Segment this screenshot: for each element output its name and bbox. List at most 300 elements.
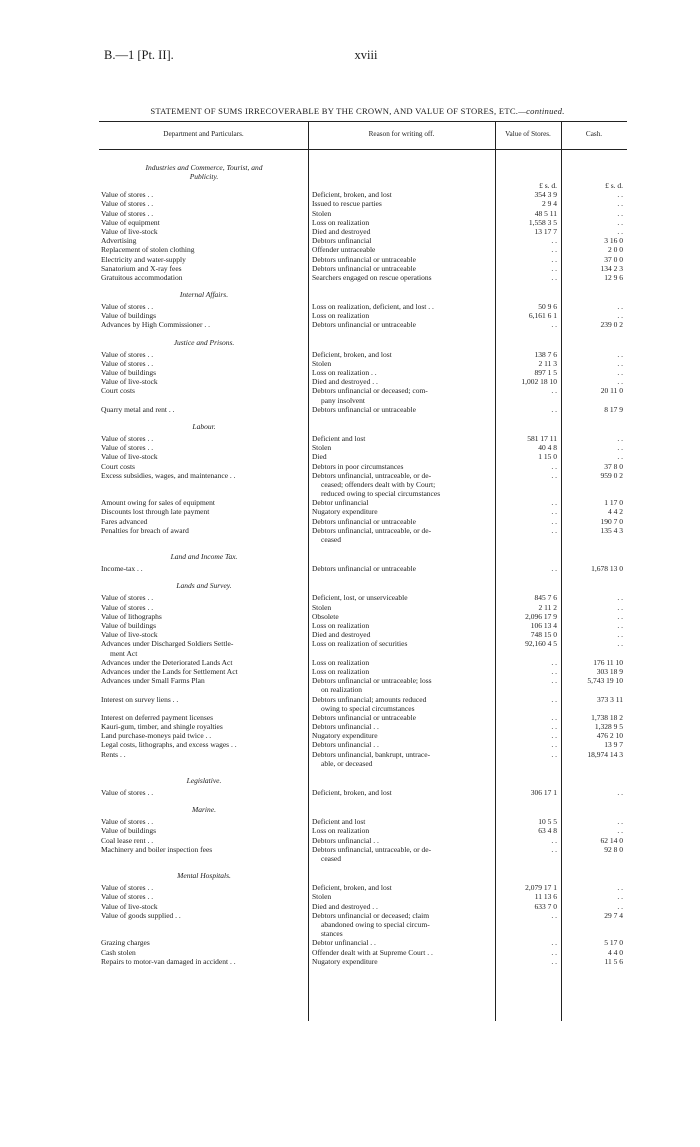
row-stores-value: 48 5 11 (534, 208, 557, 218)
reason-line: Debtors unfinancial or untraceable (312, 320, 416, 330)
table-row (99, 845, 627, 863)
row-particulars (101, 750, 297, 759)
row-particulars (101, 902, 297, 911)
row-particulars (101, 731, 297, 740)
row-cash-value: . . (617, 639, 623, 649)
row-stores-value: . . (551, 749, 557, 759)
particulars-line: Penalties for breach of award (101, 525, 189, 535)
row-particulars (101, 245, 297, 254)
particulars-line: Value of live-stock (101, 452, 158, 462)
row-cash-value: 373 3 11 (597, 694, 623, 704)
particulars-line: Value of buildings (101, 311, 156, 321)
table-row (99, 603, 627, 612)
row-cash-value: 303 18 9 (596, 666, 623, 676)
row-cash-value: . . (617, 602, 623, 612)
particulars-line: Court costs (101, 386, 135, 396)
particulars-line: Interest on deferred payment licenses (101, 712, 214, 722)
column-header-particulars: Department and Particulars. (163, 130, 244, 138)
row-cash-value: 20 11 0 (600, 386, 623, 396)
row-reason (312, 236, 492, 245)
row-particulars (101, 564, 297, 573)
table-row (99, 218, 627, 227)
row-reason (312, 462, 492, 471)
reason-line: Loss on realization of securities (312, 639, 408, 649)
row-particulars (101, 817, 297, 826)
reason-line: Debtors unfinancial, untraceable, or de- (312, 525, 432, 535)
particulars-line: Advances under Discharged Soldiers Settle- (101, 639, 234, 649)
particulars-line: Value of live-stock (101, 377, 158, 387)
row-particulars (101, 667, 297, 676)
row-stores-value: . . (551, 694, 557, 704)
table-row (99, 227, 627, 236)
reason-line: Searchers engaged on rescue operations (312, 272, 432, 282)
row-stores-value: . . (551, 956, 557, 966)
statement-title: STATEMENT OF SUMS IRRECOVERABLE BY THE CROWN, AND VALUE OF STORES, ETC. (150, 106, 519, 116)
particulars-line: Value of stores . . (101, 443, 154, 453)
table-row (99, 359, 627, 368)
row-reason (312, 750, 492, 768)
row-reason (312, 405, 492, 414)
row-particulars (101, 507, 297, 516)
reason-line: Stolen (312, 602, 332, 612)
row-particulars (101, 405, 297, 414)
particulars-line: Quarry metal and rent . . (101, 404, 175, 414)
reason-line: Obsolete (312, 611, 339, 621)
row-reason (312, 377, 492, 386)
particulars-line: Value of stores . . (101, 208, 154, 218)
particulars-line: Value of equipment (101, 217, 160, 227)
table-row (99, 564, 627, 573)
reason-line: Debtors unfinancial or untraceable (312, 712, 416, 722)
row-cash-value: . . (617, 621, 623, 630)
row-cash-value: 62 14 0 (600, 835, 623, 845)
row-reason (312, 190, 492, 199)
row-particulars (101, 434, 297, 443)
row-stores-value: 306 17 1 (530, 788, 557, 798)
reason-line: Debtors unfinancial or untraceable (312, 564, 416, 574)
reason-line: Deficient, broken, and lost (312, 788, 392, 798)
table-row (99, 405, 627, 414)
row-stores-value: 845 7 6 (534, 593, 557, 603)
table-row (99, 883, 627, 892)
particulars-line: Interest on survey liens . . (101, 694, 179, 704)
row-stores-value: 2,096 17 9 (525, 611, 557, 621)
row-stores-value: . . (551, 236, 557, 246)
row-cash-value: . . (617, 883, 623, 893)
row-stores-value: 2 9 4 (542, 199, 557, 209)
reason-line: Loss on realization (312, 666, 370, 676)
row-cash-value: 18,974 14 3 (587, 749, 623, 759)
table-row (99, 368, 627, 377)
row-stores-value: 11 13 6 (534, 892, 557, 902)
reason-line: Debtors unfinancial or deceased; claim (312, 910, 430, 920)
row-cash-value: 37 8 0 (604, 461, 623, 471)
row-stores-value: . . (551, 254, 557, 264)
table-row (99, 434, 627, 443)
particulars-line: Value of stores . . (101, 358, 154, 368)
table-row (99, 190, 627, 199)
row-stores-value: 6,161 6 1 (528, 311, 557, 321)
row-stores-value: 2,079 17 1 (525, 883, 557, 893)
row-particulars (101, 498, 297, 507)
row-stores-value: . . (551, 263, 557, 273)
reason-line: owing to special circumstances (321, 703, 415, 713)
reason-line: Deficient, broken, and lost (312, 190, 392, 200)
row-stores-value: . . (551, 657, 557, 667)
reason-line: on realization (321, 685, 363, 695)
row-reason (312, 845, 492, 863)
column-header-cash: Cash. (585, 130, 603, 138)
row-cash-value: . . (617, 199, 623, 209)
reason-line: Debtors unfinancial or untraceable (312, 263, 416, 273)
row-reason (312, 443, 492, 452)
row-particulars (101, 209, 297, 218)
row-reason (312, 902, 492, 911)
particulars-line: Machinery and boiler inspection fees (101, 844, 213, 854)
table-row (99, 236, 627, 245)
section-title-line: Internal Affairs. (179, 290, 229, 300)
row-reason (312, 658, 492, 667)
reason-line: Deficient and lost (312, 433, 366, 443)
row-particulars (101, 713, 297, 722)
reason-line: Stolen (312, 208, 332, 218)
row-particulars (101, 695, 297, 704)
cash-currency-label: £ s. d. (605, 181, 623, 190)
particulars-line: Income-tax . . (101, 564, 143, 574)
row-stores-value: . . (551, 666, 557, 676)
row-stores-value: . . (551, 910, 557, 920)
row-particulars (101, 377, 297, 386)
table-row (99, 209, 627, 218)
table-row (99, 788, 627, 797)
row-reason (312, 517, 492, 526)
particulars-line: Value of stores . . (101, 883, 154, 893)
particulars-line: Value of stores . . (101, 602, 154, 612)
reason-line: Loss on realization (312, 621, 370, 630)
row-reason (312, 740, 492, 749)
row-cash-value: . . (617, 593, 623, 603)
row-stores-value: 581 17 11 (527, 433, 557, 443)
section-title-line: Industries and Commerce, Tourist, and (145, 163, 263, 172)
section-title (99, 573, 309, 590)
row-particulars (101, 320, 297, 329)
table-row (99, 621, 627, 630)
reason-line: Loss on realization . . (312, 368, 377, 377)
particulars-line: Gratuitous accommodation (101, 272, 183, 282)
column-header-reason: Reason for writing off. (368, 130, 435, 138)
row-cash-value: 3 16 0 (604, 236, 623, 246)
row-particulars (101, 612, 297, 621)
particulars-line: Value of buildings (101, 621, 156, 630)
particulars-line: Land purchase-moneys paid twice . . (101, 731, 212, 741)
reason-line: Debtors unfinancial or untraceable (312, 516, 416, 526)
row-cash-value: . . (617, 358, 623, 368)
reason-line: Debtors unfinancial . . (312, 835, 379, 845)
row-cash-value: 1,328 9 5 (594, 722, 623, 732)
table-row (99, 658, 627, 667)
table-row (99, 273, 627, 282)
row-reason (312, 264, 492, 273)
row-reason (312, 612, 492, 621)
particulars-line: Discounts lost through late payment (101, 507, 210, 517)
row-reason (312, 630, 492, 639)
row-particulars (101, 826, 297, 835)
row-stores-value: 13 17 7 (534, 226, 557, 236)
table-row (99, 750, 627, 768)
row-reason (312, 498, 492, 507)
row-stores-value: . . (551, 320, 557, 330)
table-row (99, 517, 627, 526)
table-row (99, 386, 627, 404)
particulars-line: Replacement of stolen clothing (101, 245, 195, 255)
reason-line: Stolen (312, 358, 332, 368)
row-cash-value: . . (617, 630, 623, 640)
row-reason (312, 386, 492, 404)
particulars-line: Coal lease rent . . (101, 835, 154, 845)
row-reason (312, 245, 492, 254)
row-reason (312, 452, 492, 461)
row-stores-value: . . (551, 938, 557, 948)
particulars-line: Amount owing for sales of equipment (101, 498, 215, 508)
row-cash-value: 4 4 2 (608, 507, 623, 517)
row-cash-value: 4 4 0 (608, 947, 623, 957)
table-row (99, 817, 627, 826)
row-particulars (101, 957, 297, 966)
reason-line: Died and destroyed . . (312, 901, 378, 911)
row-cash-value: 176 11 10 (593, 657, 623, 667)
particulars-line: Value of lithographs (101, 611, 162, 621)
reason-line: Died (312, 452, 327, 462)
row-particulars (101, 517, 297, 526)
section-title-line: Justice and Prisons. (173, 337, 235, 347)
particulars-line: Advances under the Deteriorated Lands Act (101, 657, 233, 667)
row-cash-value: . . (617, 901, 623, 911)
row-cash-value: . . (617, 817, 623, 827)
row-particulars (101, 471, 297, 480)
row-particulars (101, 845, 297, 854)
row-reason (312, 826, 492, 835)
table-row (99, 507, 627, 516)
row-cash-value: . . (617, 349, 623, 359)
section-title (99, 282, 309, 299)
row-stores-value: 63 4 8 (538, 826, 557, 836)
reason-line: Loss on realization (312, 657, 370, 667)
column-header-stores: Value of Stores. (505, 130, 551, 138)
particulars-line: Advances under Small Farms Plan (101, 676, 205, 686)
row-reason (312, 603, 492, 612)
row-particulars (101, 199, 297, 208)
particulars-line: Advances under the Lands for Settlement Act (101, 666, 238, 676)
row-reason (312, 507, 492, 516)
row-particulars (101, 218, 297, 227)
header-rule (99, 149, 627, 150)
particulars-line: Value of live-stock (101, 901, 158, 911)
row-cash-value: 5,743 19 10 (587, 676, 623, 686)
row-stores-value: 92,160 4 5 (525, 639, 557, 649)
row-cash-value: . . (617, 311, 623, 321)
reason-line: Loss on realization (312, 217, 370, 227)
table-row (99, 498, 627, 507)
row-stores-value: . . (551, 740, 557, 750)
row-stores-value: . . (551, 712, 557, 722)
reason-line: Debtors unfinancial, untraceable, or de- (312, 844, 432, 854)
row-stores-value: . . (551, 404, 557, 414)
reason-line: ceased (321, 535, 341, 545)
row-particulars (101, 255, 297, 264)
table-row (99, 722, 627, 731)
row-reason (312, 731, 492, 740)
row-stores-value: . . (551, 564, 557, 574)
table-row (99, 938, 627, 947)
reason-line: stances (321, 929, 343, 939)
row-cash-value: 29 7 4 (604, 910, 623, 920)
reason-line: Died and destroyed . . (312, 377, 378, 387)
reason-line: Offender untraceable (312, 245, 376, 255)
reason-line: Debtors unfinancial, bankrupt, untrace- (312, 749, 431, 759)
particulars-line: Value of stores . . (101, 433, 154, 443)
row-cash-value: . . (617, 226, 623, 236)
reason-line: Nugatory expenditure (312, 731, 378, 741)
particulars-line: Kauri-gum, timber, and shingle royalties (101, 722, 223, 732)
row-particulars (101, 883, 297, 892)
section-title-line: Publicity. (189, 172, 219, 181)
row-reason (312, 311, 492, 320)
table-row (99, 264, 627, 273)
row-reason (312, 350, 492, 359)
row-stores-value: 138 7 6 (534, 349, 557, 359)
row-particulars (101, 911, 297, 920)
row-cash-value: . . (617, 377, 623, 387)
table-row (99, 443, 627, 452)
row-cash-value: . . (617, 788, 623, 798)
particulars-line: Grazing charges (101, 938, 150, 948)
table-row (99, 667, 627, 676)
reason-line: Debtors unfinancial; amounts reduced (312, 694, 427, 704)
table-row (99, 713, 627, 722)
table-row (99, 311, 627, 320)
row-cash-value: 239 0 2 (600, 320, 623, 330)
row-cash-value: 13 9 7 (604, 740, 623, 750)
row-cash-value: 134 2 3 (600, 263, 623, 273)
row-stores-value: . . (551, 516, 557, 526)
section-title (99, 863, 309, 880)
row-cash-value: 135 4 3 (600, 525, 623, 535)
statement-heading (90, 106, 625, 116)
row-cash-value: 476 2 10 (596, 731, 623, 741)
row-reason (312, 434, 492, 443)
row-stores-value: 897 1 5 (534, 368, 557, 377)
row-cash-value: . . (617, 826, 623, 836)
row-stores-value: 633 7 0 (534, 901, 557, 911)
table-row (99, 826, 627, 835)
section-title-line: Marine. (192, 805, 216, 815)
row-reason (312, 676, 492, 694)
row-particulars (101, 302, 297, 311)
section-title (99, 544, 309, 561)
row-particulars (101, 452, 297, 461)
table-row (99, 630, 627, 639)
row-stores-value: . . (551, 507, 557, 517)
row-stores-value: . . (551, 731, 557, 741)
particulars-line: Value of stores . . (101, 892, 154, 902)
row-particulars (101, 350, 297, 359)
row-stores-value: . . (551, 245, 557, 255)
row-reason (312, 273, 492, 282)
particulars-line: Value of goods supplied . . (101, 910, 181, 920)
table-row (99, 320, 627, 329)
row-reason (312, 320, 492, 329)
row-particulars (101, 462, 297, 471)
row-cash-value: 1,678 13 0 (591, 564, 623, 574)
table-row (99, 302, 627, 311)
row-particulars (101, 526, 297, 535)
row-cash-value: 11 5 6 (604, 956, 623, 966)
row-reason (312, 639, 492, 648)
row-stores-value: . . (551, 498, 557, 508)
row-particulars (101, 630, 297, 639)
row-reason (312, 836, 492, 845)
particulars-line: Value of buildings (101, 368, 156, 377)
particulars-line: Advances by High Commissioner . . (101, 320, 210, 330)
particulars-line: Repairs to motor-van damaged in accident . . (101, 956, 236, 966)
reason-line: pany insolvent (321, 395, 365, 405)
row-reason (312, 911, 492, 939)
section-title-line: Land and Income Tax. (170, 552, 238, 562)
currency-row (99, 181, 627, 190)
row-particulars (101, 740, 297, 749)
particulars-line: Sanatorium and X-ray fees (101, 263, 182, 273)
row-particulars (101, 311, 297, 320)
row-particulars (101, 227, 297, 236)
table-row (99, 892, 627, 901)
table-row (99, 731, 627, 740)
reason-line: Debtor unfinancial . . (312, 938, 376, 948)
row-stores-value: . . (551, 470, 557, 480)
row-cash-value: . . (617, 368, 623, 377)
table-row (99, 639, 627, 657)
row-reason (312, 695, 492, 713)
row-particulars (101, 722, 297, 731)
section-title-line: Legislative. (186, 776, 222, 786)
row-particulars (101, 443, 297, 452)
row-reason (312, 788, 492, 797)
row-stores-value: . . (551, 461, 557, 471)
row-cash-value: 92 8 0 (604, 844, 623, 854)
row-stores-value: . . (551, 722, 557, 732)
particulars-line: Excess subsidies, wages, and maintenance . . (101, 470, 236, 480)
row-reason (312, 564, 492, 573)
reason-line: Debtors unfinancial or untraceable; loss (312, 676, 432, 686)
row-cash-value: 37 0 0 (604, 254, 623, 264)
row-particulars (101, 359, 297, 368)
row-cash-value: 2 0 0 (608, 245, 623, 255)
reason-line: Debtors unfinancial (312, 236, 372, 246)
table-row (99, 612, 627, 621)
row-reason (312, 593, 492, 602)
section-title (99, 768, 309, 785)
row-reason (312, 471, 492, 499)
table-row (99, 526, 627, 544)
row-stores-value: 2 11 2 (538, 602, 557, 612)
row-cash-value: 190 7 0 (600, 516, 623, 526)
particulars-line: Value of buildings (101, 826, 156, 836)
row-particulars (101, 190, 297, 199)
row-stores-value: 354 3 9 (534, 190, 557, 200)
row-particulars (101, 236, 297, 245)
particulars-line: Value of stores . . (101, 817, 154, 827)
row-cash-value: . . (617, 208, 623, 218)
row-stores-value: 10 5 5 (538, 817, 557, 827)
